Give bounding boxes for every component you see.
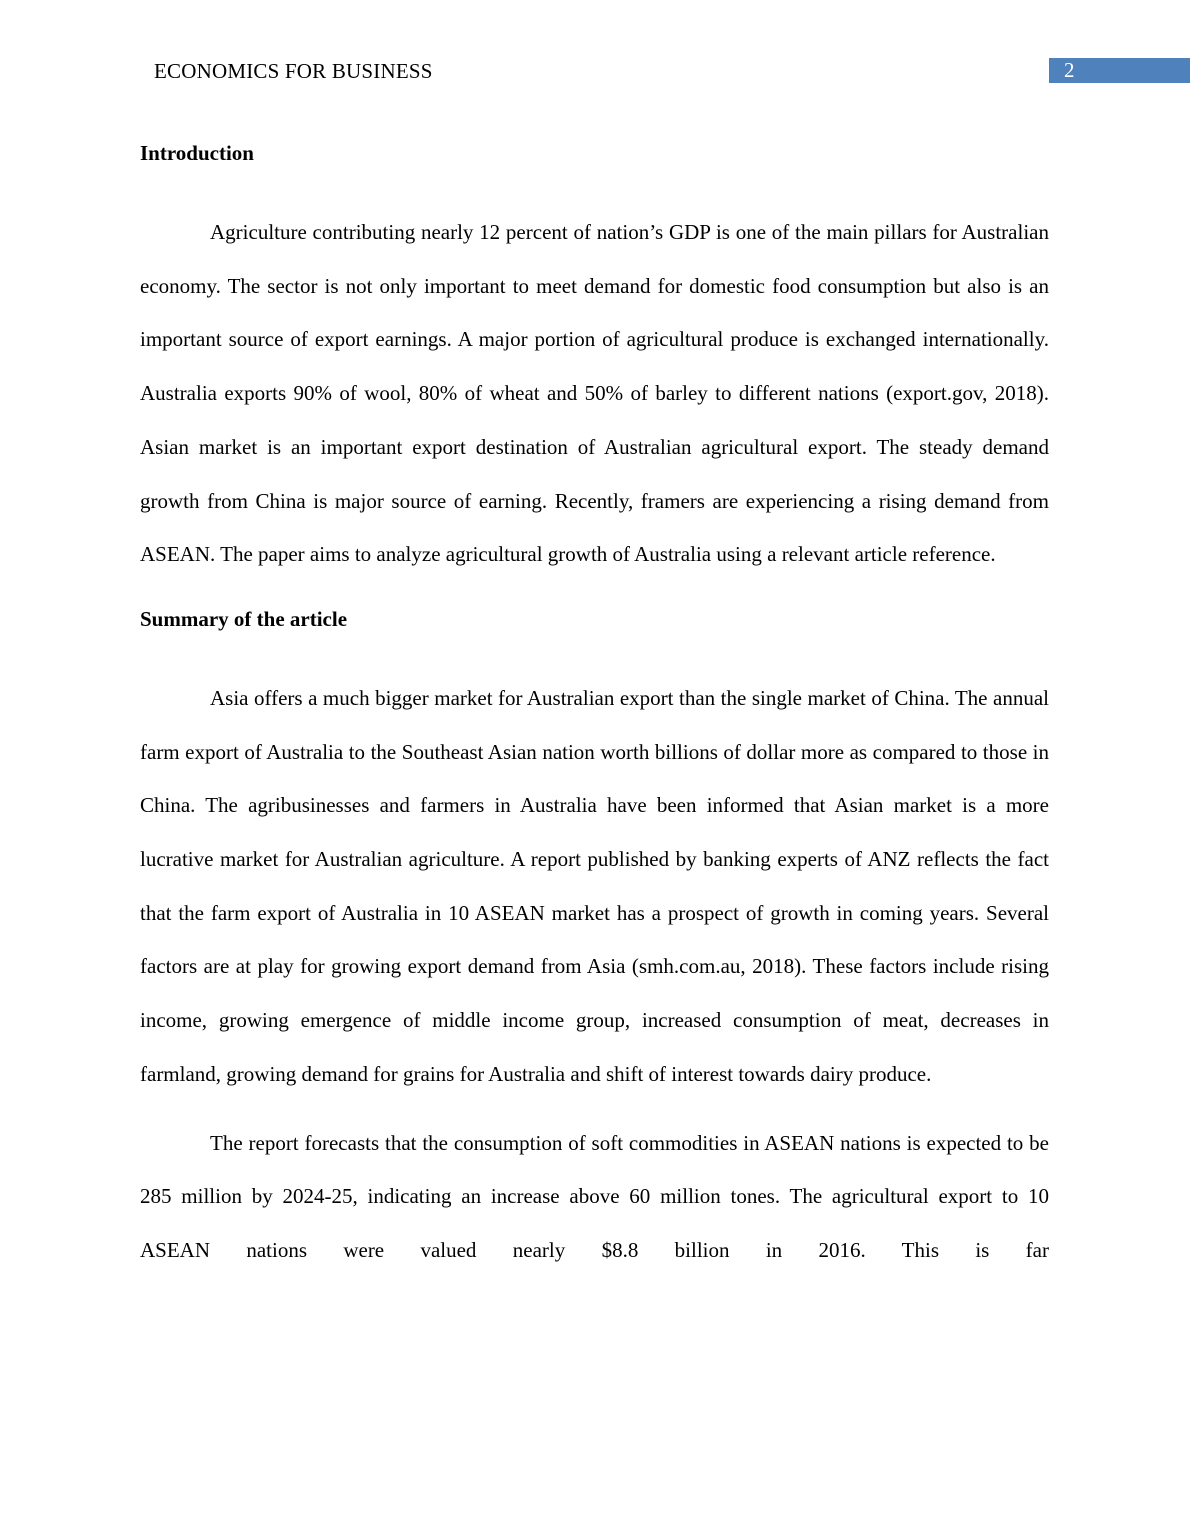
paragraph-summary-2: The report forecasts that the consumption of soft commodities in ASEAN nations is expected to be 285 million by 2024-25, indicating an increase above 60 million tones. The agricultural export to 10 ASEAN nations were valued nearly $8.8 billion in 2016. This is far [140, 1130, 1049, 1262]
document-body [140, 136, 1049, 1293]
paragraph-summary-1: Asia offers a much bigger market for Australian export than the single market of China. The annual farm export of Australia to the Southeast Asian nation worth billions of dollar more as compared to those in China. The agribusinesses and farmers in Australia have been informed that Asian market is a more lucrative market for Australian agriculture. A report published by banking experts of ANZ reflects the fact that the farm export of Australia in 10 ASEAN market has a prospect of growth in coming years. Several factors are at play for growing export demand from Asia (smh.com.au, 2018). These factors include rising income, growing emergence of middle income group, increased consumption of meat, decreases in farmland, growing demand for grains for Australia and shift of interest towards dairy produce. [140, 685, 1049, 1086]
section-heading-summary: Summary of the article [140, 606, 348, 631]
page-number: 2 [1064, 58, 1075, 82]
section-heading-introduction: Introduction [140, 141, 254, 165]
paragraph-introduction: Agriculture contributing nearly 12 percent of nation’s GDP is one of the main pillars for Australian economy. The sector is not only important to meet demand for domestic food consumption but also is an important source of export earnings. A major portion of agricultural produce is exchanged internationally. Australia exports 90% of wool, 80% of wheat and 50% of barley to different nations (export.gov, 2018). Asian market is an important export destination of Australian agricultural export. The steady demand growth from China is major source of earning. Recently, framers are experiencing a rising demand from ASEAN. The paper aims to analyze agricultural growth of Australia using a relevant article reference. [140, 220, 1049, 567]
running-head: ECONOMICS FOR BUSINESS [154, 59, 433, 83]
